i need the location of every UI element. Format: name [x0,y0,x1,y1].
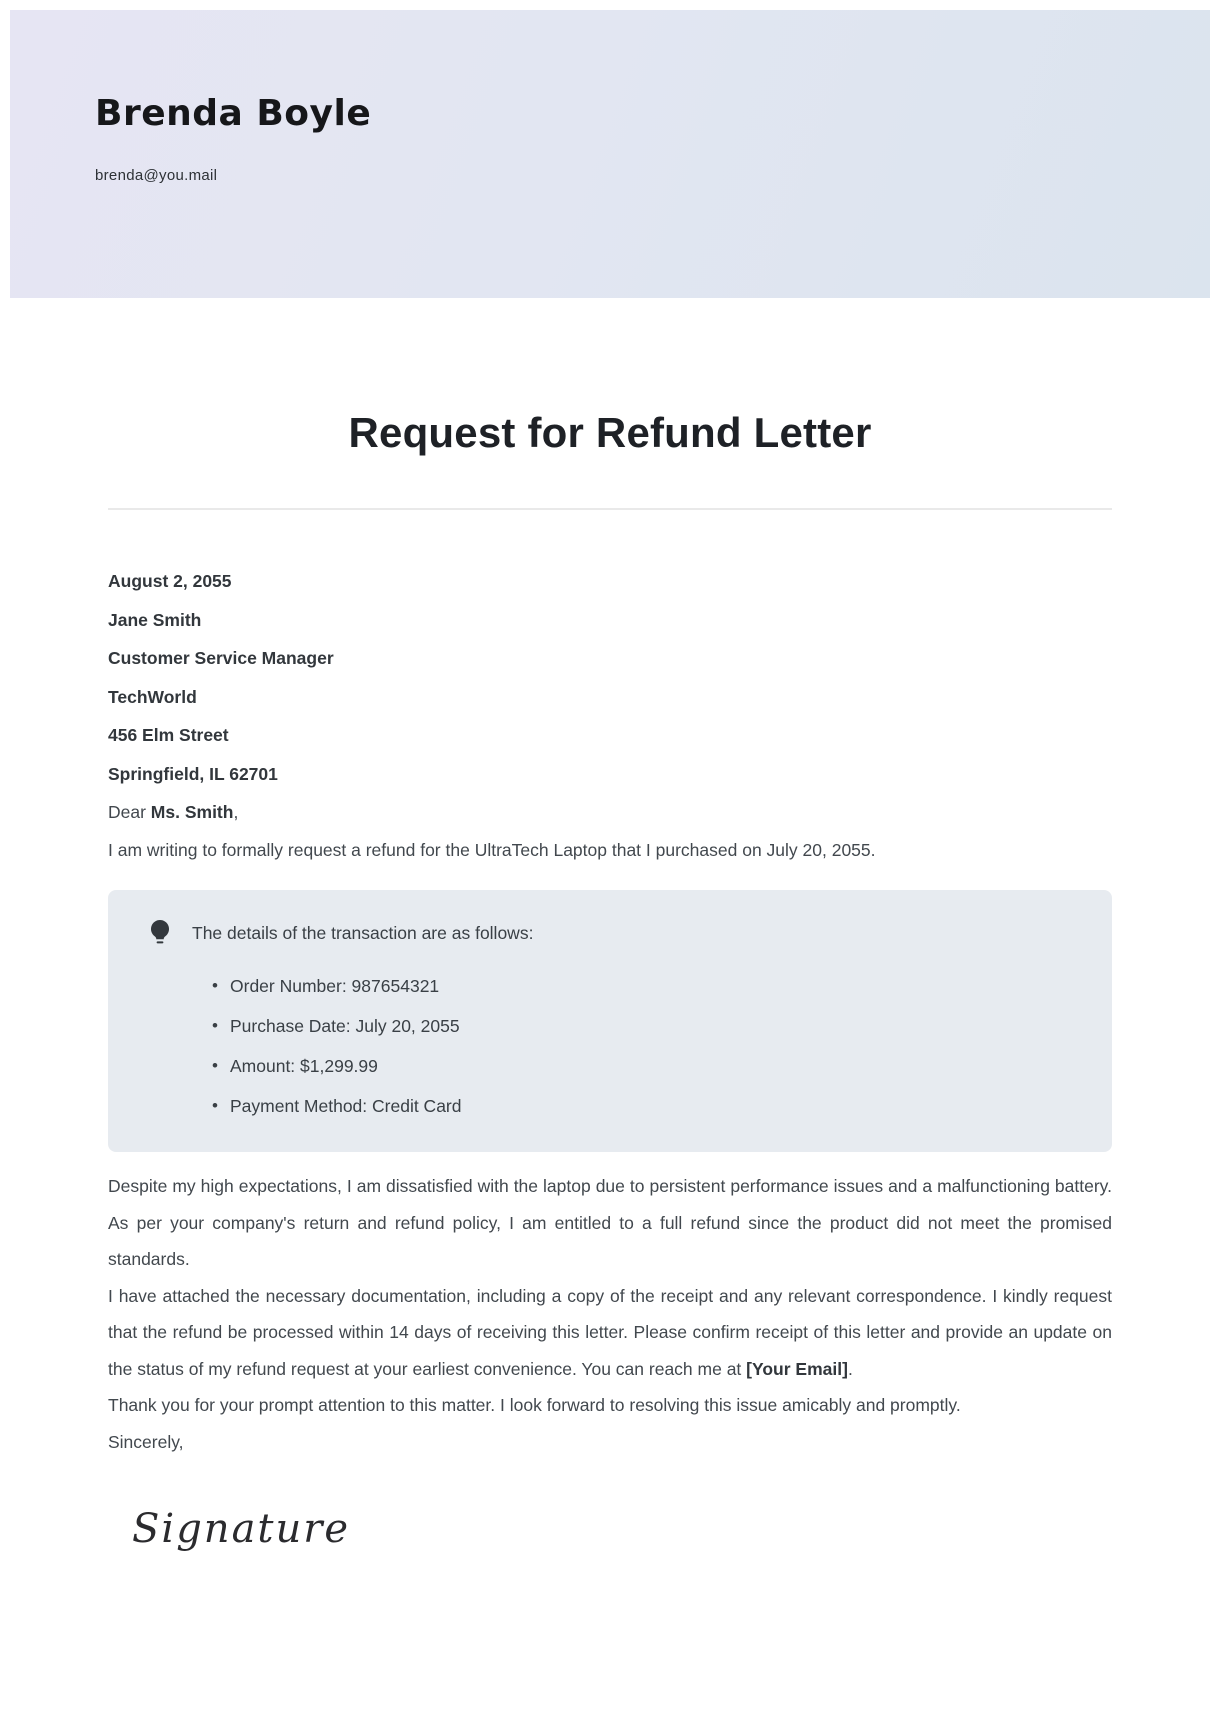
list-item-purchase-date: • Purchase Date: July 20, 2055 [212,1006,1072,1046]
list-item-payment-method: • Payment Method: Credit Card [212,1086,1072,1126]
salutation-suffix: , [233,802,239,822]
callout-header [144,920,1072,946]
recipient-name: Jane Smith [108,609,202,630]
salutation [108,793,1112,832]
your-email-placeholder: [Your Email] [746,1358,848,1379]
letter-body [108,562,1112,1552]
request-text: I have attached the necessary documentation, including a copy of the receipt and any relevant correspondence. I kindly request that the refund be processed within 14 days of receiving this letter. Please confirm receipt of this letter and provide an update on the status of my refund request at your earliest convenience. You can reach me at [108,1285,1112,1379]
thanks-paragraph: Thank you for your prompt attention to this matter. I look forward to resolving this issue amicably and promptly. [108,1395,961,1415]
sender-email: brenda@you.mail [95,167,218,185]
closing: Sincerely, [108,1431,184,1452]
salutation-prefix: Dear [108,802,151,822]
request-text-end: . [847,1358,853,1379]
list-item-amount: • Amount: $1,299.99 [212,1046,1072,1086]
page-title: Request for Refund Letter [348,409,872,456]
intro-paragraph: I am writing to formally request a refund for the UltraTech Laptop that I purchased on July 20, 2055. [108,839,876,860]
recipient-street: 456 Elm Street [108,725,229,745]
recipient-company: TechWorld [108,686,197,707]
transaction-details-list [144,966,1072,1126]
letter-content [0,410,1220,1552]
letter-date: August 2, 2055 [108,571,232,591]
recipient-title: Customer Service Manager [108,648,334,668]
complaint-paragraph: Despite my high expectations, I am dissatisfied with the laptop due to persistent performance issues and a malfunctioning battery. As per your company's return and refund policy, I am entitled to a full refund since the product did not meet the promised standards. [108,1176,1112,1269]
recipient-city: Springfield, IL 62701 [108,763,278,784]
list-item-order-number: • Order Number: 987654321 [212,966,1072,1006]
salutation-name: Ms. Smith [150,802,234,822]
transaction-callout [108,890,1112,1152]
letterhead [10,10,1210,298]
signature: Signature [132,1506,351,1552]
lightbulb-icon [148,920,172,946]
callout-heading: The details of the transaction are as follows: [192,923,534,943]
divider [108,508,1112,510]
sender-name: Brenda Boyle [95,93,372,134]
request-paragraph [108,1278,1112,1388]
